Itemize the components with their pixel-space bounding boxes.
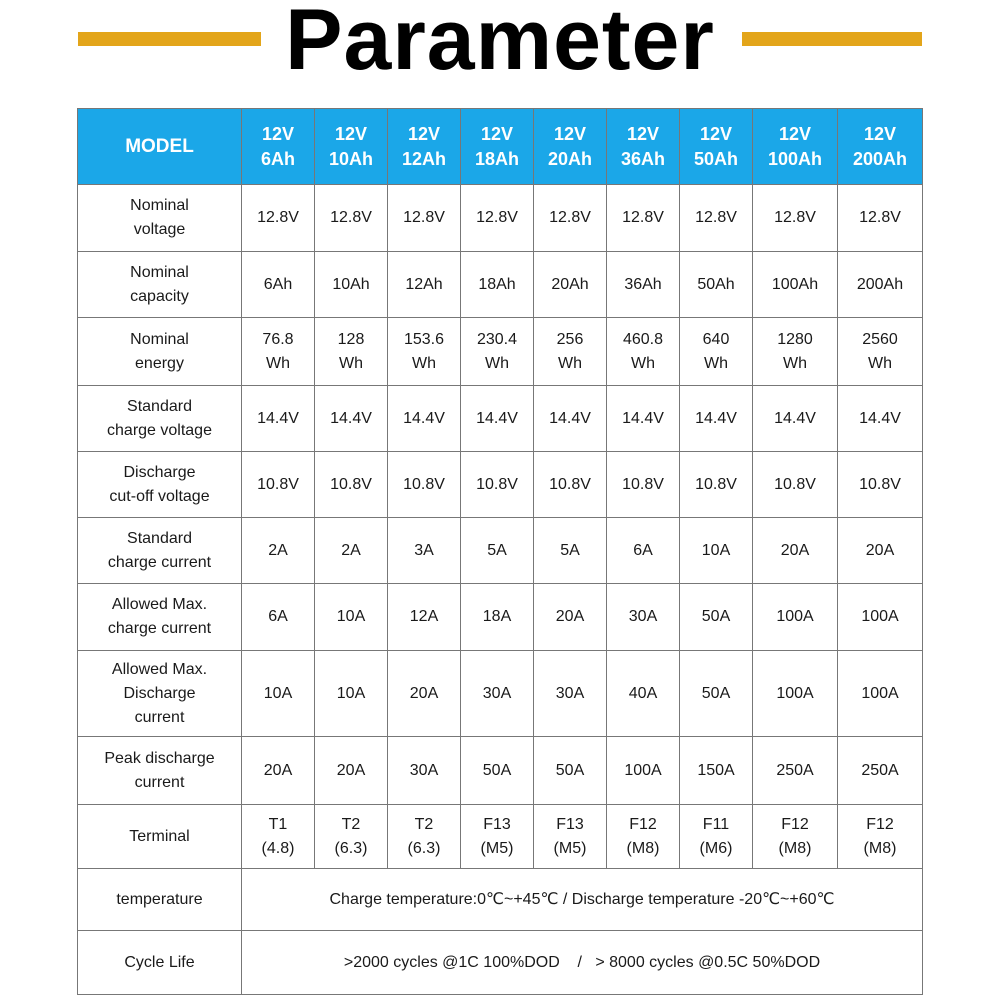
page-title: Parameter [285,0,715,88]
table-cell: 36Ah [607,252,680,318]
row-label: temperature [78,869,242,931]
table-cell: 10.8V [607,452,680,518]
table-cell: T2 (6.3) [315,805,388,869]
table-cell: 100A [753,651,838,737]
table-cell: 12.8V [680,185,753,252]
table-row [78,805,923,869]
table-cell: F11 (M6) [680,805,753,869]
model-header-cell: MODEL [78,109,242,185]
temperature-value: Charge temperature:0℃~+45℃ / Discharge temperature -20℃~+60℃ [242,869,923,931]
table-cell: 10.8V [315,452,388,518]
table-cell: 10.8V [242,452,315,518]
table-cell: 12.8V [315,185,388,252]
parameter-table [77,108,923,995]
table-cell: 30A [607,584,680,651]
table-cell: 76.8 Wh [242,318,315,386]
table-cell: 153.6 Wh [388,318,461,386]
table-cell: 2A [315,518,388,584]
row-label: Allowed Max. charge current [78,584,242,651]
row-label: Nominal capacity [78,252,242,318]
table-row [78,737,923,805]
table-cell: 30A [534,651,607,737]
table-cell: 100A [838,584,923,651]
table-cell: 20Ah [534,252,607,318]
table-cell: 10Ah [315,252,388,318]
row-label: Nominal voltage [78,185,242,252]
table-cell: 20A [315,737,388,805]
row-label: Cycle Life [78,931,242,995]
table-cell: 6Ah [242,252,315,318]
table-cell: 12A [388,584,461,651]
table-cell: 10A [315,651,388,737]
table-cell: F13 (M5) [534,805,607,869]
model-header-cell: 12V 12Ah [388,109,461,185]
table-cell: 20A [388,651,461,737]
table-cell: 50A [680,584,753,651]
table-row [78,584,923,651]
table-cell: T1 (4.8) [242,805,315,869]
table-cell: 50A [461,737,534,805]
table-cell: 50A [680,651,753,737]
table-cell: 100A [753,584,838,651]
table-cell: 40A [607,651,680,737]
table-cell: 10.8V [534,452,607,518]
table-row [78,651,923,737]
table-cell: 5A [534,518,607,584]
page-header [0,0,1000,98]
table-cell: 30A [388,737,461,805]
table-cell: 230.4 Wh [461,318,534,386]
table-cell: 200Ah [838,252,923,318]
table-cell: F12 (M8) [753,805,838,869]
table-header-row [78,109,923,185]
table-cell: F12 (M8) [607,805,680,869]
table-cell: 14.4V [680,386,753,452]
row-label: Nominal energy [78,318,242,386]
table-cell: 250A [838,737,923,805]
table-cell: 50Ah [680,252,753,318]
model-header-cell: 12V 18Ah [461,109,534,185]
model-header-cell: 12V 200Ah [838,109,923,185]
table-cell: 10.8V [838,452,923,518]
table-row [78,252,923,318]
table-cell: 3A [388,518,461,584]
table-cell: 12.8V [388,185,461,252]
row-label: Standard charge current [78,518,242,584]
table-cell: 6A [607,518,680,584]
table-cell: 460.8 Wh [607,318,680,386]
table-cell: 12Ah [388,252,461,318]
table-cell: 14.4V [607,386,680,452]
table-cell: 12.8V [607,185,680,252]
table-row [78,452,923,518]
cycle-life-row [78,931,923,995]
table-cell: 12.8V [838,185,923,252]
table-cell: 10.8V [388,452,461,518]
row-label: Standard charge voltage [78,386,242,452]
table-cell: 150A [680,737,753,805]
table-cell: 2560 Wh [838,318,923,386]
row-label: Peak discharge current [78,737,242,805]
row-label: Allowed Max. Discharge current [78,651,242,737]
table-row [78,386,923,452]
decorative-bar-right [742,32,922,46]
table-cell: 250A [753,737,838,805]
table-cell: 100A [607,737,680,805]
temperature-row [78,869,923,931]
table-cell: 14.4V [242,386,315,452]
model-header-cell: 12V 36Ah [607,109,680,185]
table-row [78,185,923,252]
table-cell: 12.8V [534,185,607,252]
model-header-cell: 12V 50Ah [680,109,753,185]
table-cell: 128 Wh [315,318,388,386]
table-cell: 100A [838,651,923,737]
table-cell: 5A [461,518,534,584]
row-label: Terminal [78,805,242,869]
table-row [78,318,923,386]
table-cell: 14.4V [838,386,923,452]
row-label: Discharge cut-off voltage [78,452,242,518]
table-cell: 14.4V [461,386,534,452]
table-cell: 2A [242,518,315,584]
table-cell: T2 (6.3) [388,805,461,869]
table-cell: 20A [753,518,838,584]
table-cell: 20A [838,518,923,584]
table-cell: 18Ah [461,252,534,318]
table-cell: 10.8V [753,452,838,518]
table-cell: 20A [534,584,607,651]
model-header-cell: 12V 10Ah [315,109,388,185]
table-cell: 1280 Wh [753,318,838,386]
table-cell: 10.8V [461,452,534,518]
table-cell: F12 (M8) [838,805,923,869]
table-cell: 12.8V [753,185,838,252]
cycle-life-value: >2000 cycles @1C 100%DOD / > 8000 cycles @0.5C 50%DOD [242,931,923,995]
table-cell: 14.4V [753,386,838,452]
table-cell: 256 Wh [534,318,607,386]
table-cell: 10A [315,584,388,651]
table-cell: 14.4V [388,386,461,452]
table-cell: 30A [461,651,534,737]
table-cell: 10A [242,651,315,737]
model-header-cell: 12V 6Ah [242,109,315,185]
table-cell: 50A [534,737,607,805]
model-header-cell: 12V 100Ah [753,109,838,185]
table-row [78,518,923,584]
table-cell: F13 (M5) [461,805,534,869]
table-cell: 640 Wh [680,318,753,386]
table-cell: 18A [461,584,534,651]
table-cell: 12.8V [461,185,534,252]
model-header-cell: 12V 20Ah [534,109,607,185]
table-cell: 10.8V [680,452,753,518]
table-cell: 12.8V [242,185,315,252]
table-cell: 14.4V [315,386,388,452]
table-cell: 14.4V [534,386,607,452]
table-cell: 100Ah [753,252,838,318]
table-cell: 10A [680,518,753,584]
table-cell: 6A [242,584,315,651]
table-cell: 20A [242,737,315,805]
